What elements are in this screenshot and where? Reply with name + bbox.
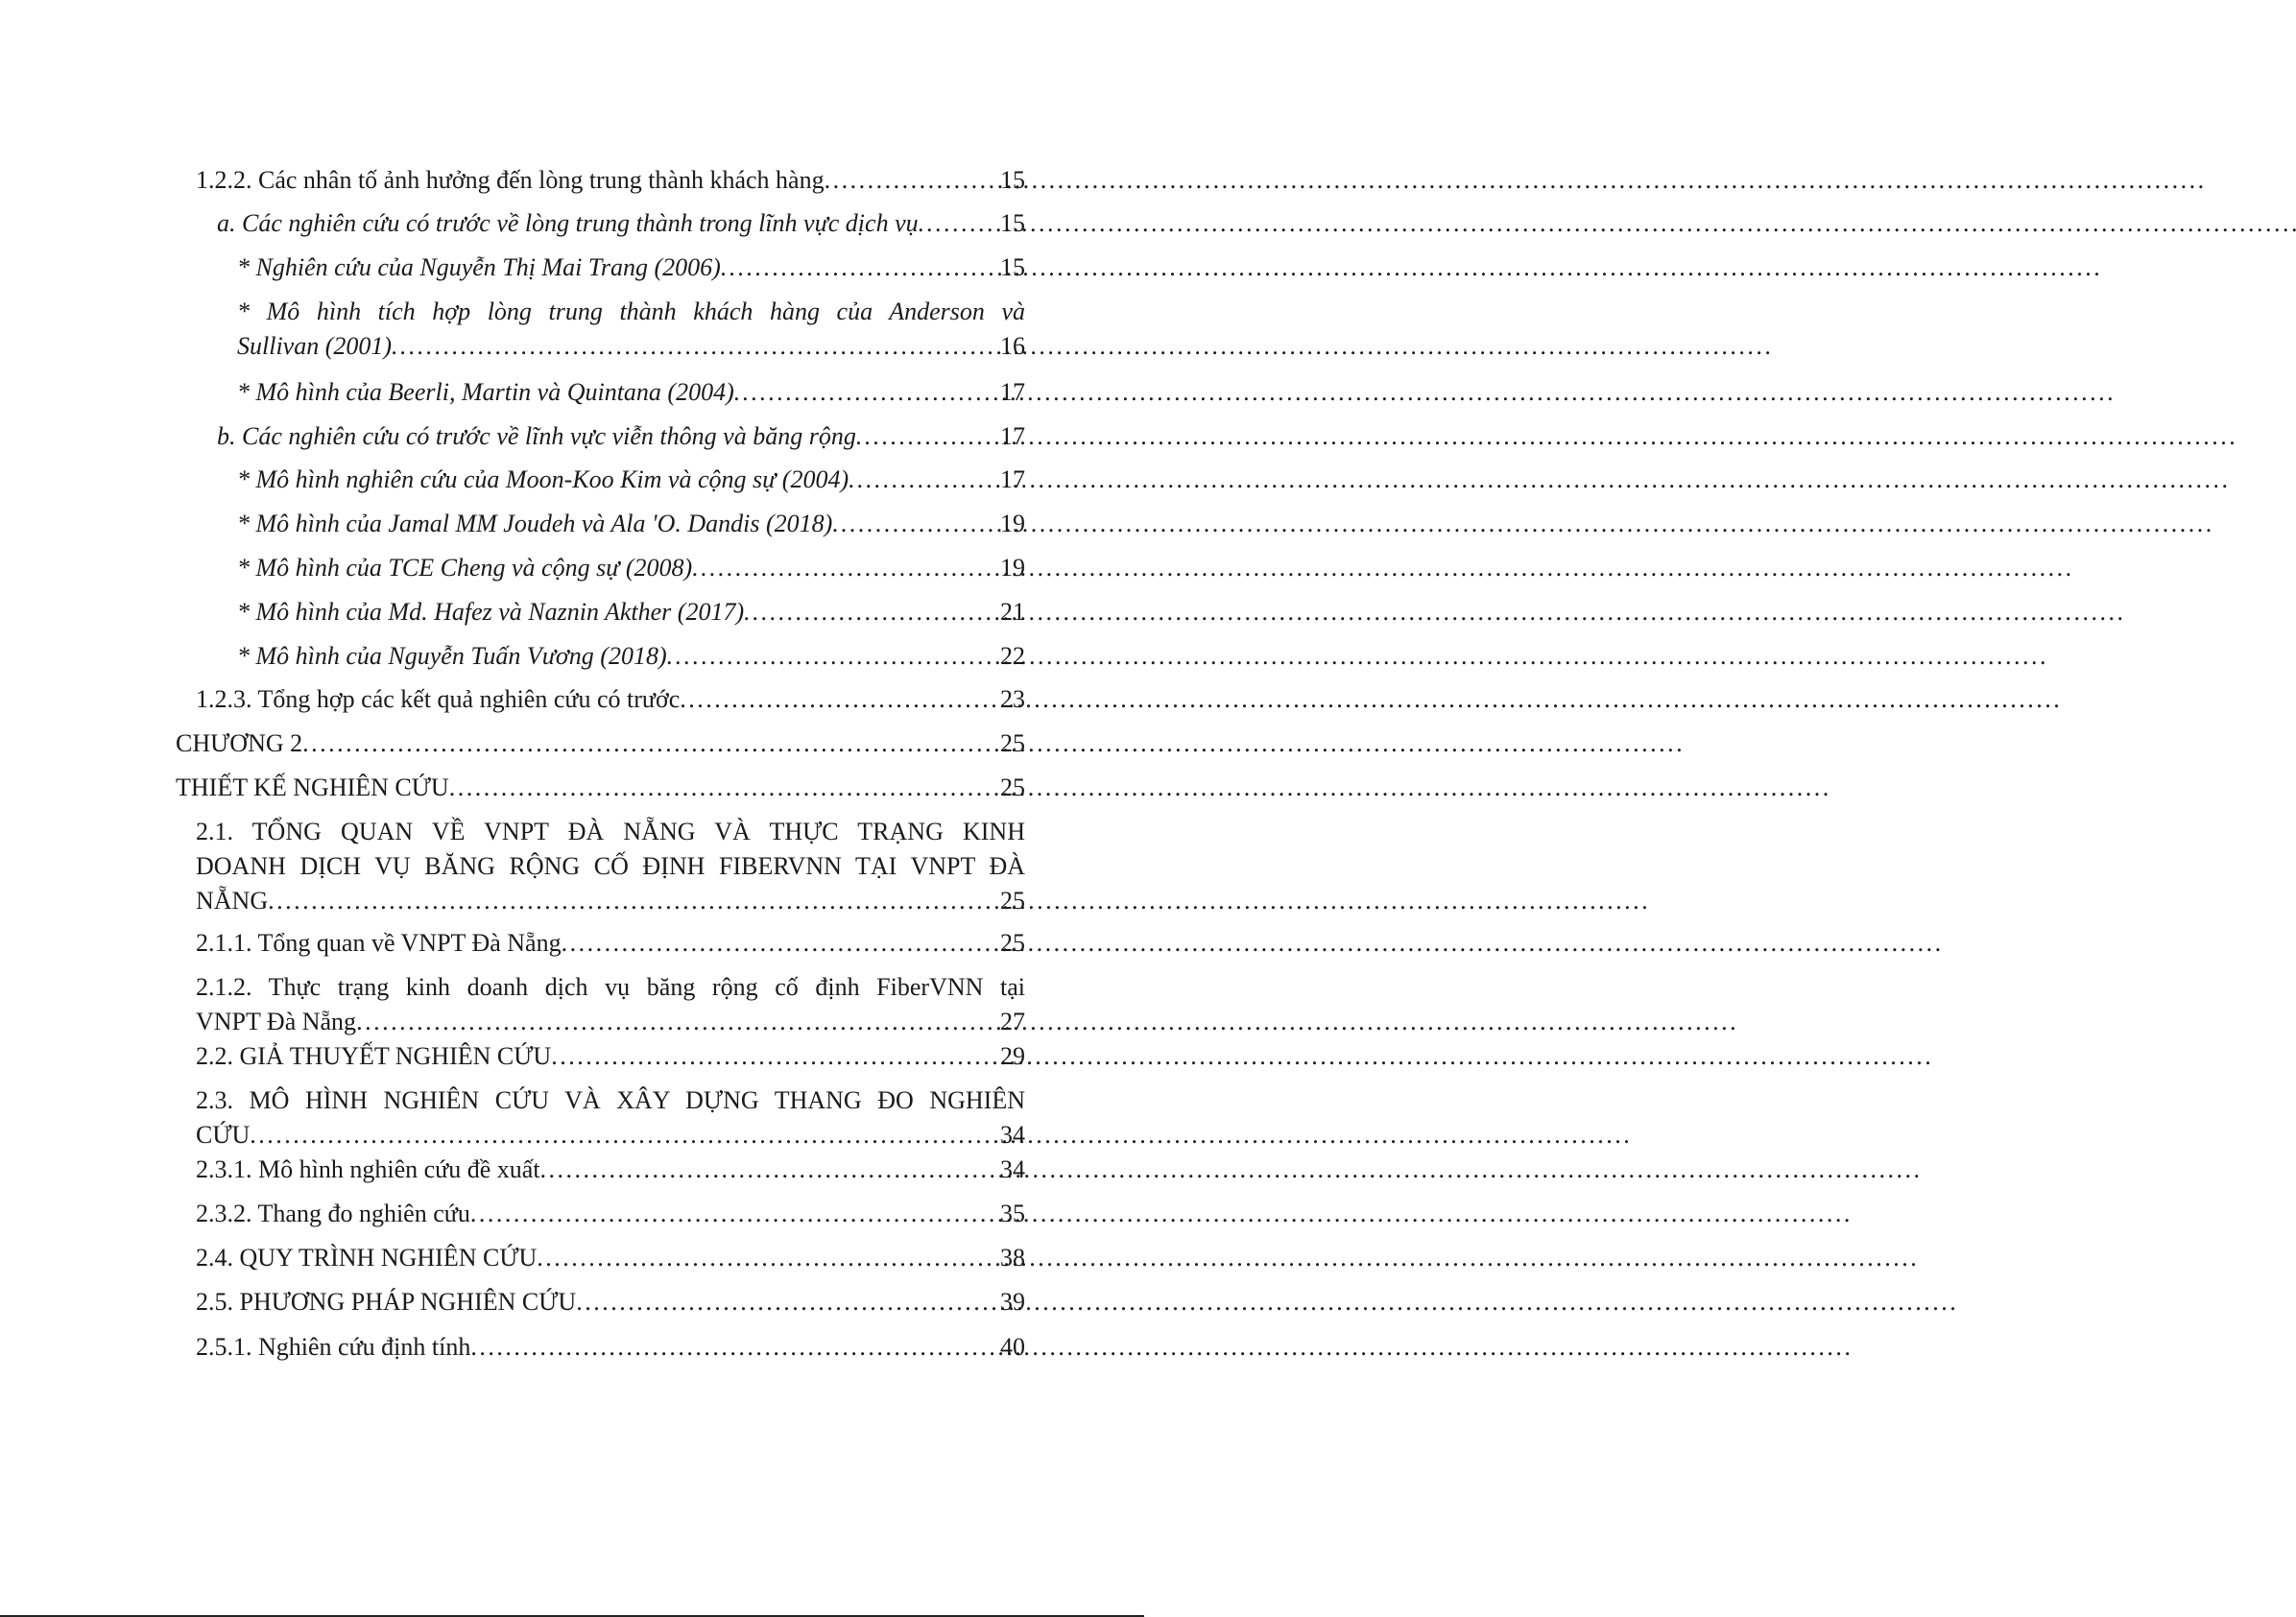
toc-page-number: 15 <box>1000 209 1025 237</box>
table-of-contents <box>0 0 1144 1617</box>
toc-entry-title: * Mô hình của TCE Cheng và cộng sự (2008) <box>237 554 693 582</box>
dot-leader <box>576 1285 996 1320</box>
dot-leader <box>537 1241 996 1275</box>
toc-entry[interactable] <box>196 1285 1025 1320</box>
toc-page-number: 25 <box>1000 887 1025 915</box>
dot-leader <box>680 682 996 717</box>
toc-entry[interactable] <box>196 1197 1025 1231</box>
toc-entry-title: 2.4. QUY TRÌNH NGHIÊN CỨU <box>196 1244 538 1272</box>
toc-entry-title: a. Các nghiên cứu có trước về lòng trung thành trong lĩnh vực dịch vụ <box>217 209 919 237</box>
toc-entry-title: 2.3.1. Mô hình nghiên cứu đề xuất <box>196 1155 540 1183</box>
toc-page-number: 27 <box>1000 1008 1025 1035</box>
dot-leader <box>470 1197 996 1231</box>
toc-entry[interactable] <box>237 375 1025 410</box>
toc-entry[interactable] <box>196 1039 1025 1074</box>
dot-leader <box>268 884 996 918</box>
toc-entry[interactable] <box>237 463 1025 497</box>
toc-entry-title: b. Các nghiên cứu có trước về lĩnh vực viễn thông và băng rộng <box>217 422 856 450</box>
toc-page-number: 35 <box>1000 1200 1025 1227</box>
dot-leader <box>849 463 996 497</box>
toc-entry-title: 2.2. GIẢ THUYẾT NGHIÊN CỨU <box>196 1042 552 1070</box>
toc-page-number: 15 <box>1000 166 1025 194</box>
dot-leader <box>562 926 996 961</box>
toc-page-number: 16 <box>1000 332 1025 360</box>
dot-leader <box>856 419 996 454</box>
dot-leader <box>392 329 996 364</box>
dot-leader <box>721 250 996 285</box>
toc-entry-title: 2.1.1. Tổng quan về VNPT Đà Nẵng <box>196 929 562 957</box>
toc-entry-title: 2.5.1. Nghiên cứu định tính <box>196 1333 471 1361</box>
toc-entry[interactable] <box>237 507 1025 541</box>
toc-entry-title: 1.2.3. Tổng hợp các kết quả nghiên cứu có trước <box>196 685 681 713</box>
toc-page-number: 17 <box>1000 378 1025 406</box>
toc-entry[interactable] <box>196 682 1025 717</box>
toc-page-number: 23 <box>1000 685 1025 713</box>
toc-entry[interactable] <box>196 163 1025 198</box>
toc-page-number: 29 <box>1000 1042 1025 1070</box>
toc-entry[interactable] <box>196 1330 1025 1365</box>
dot-leader <box>449 771 996 805</box>
toc-entry-title-line: 2.1.2. Thực trạng kinh doanh dịch vụ băng rộng cố định FiberVNN tại <box>196 973 1025 1001</box>
dot-leader <box>250 1118 996 1153</box>
toc-entry[interactable] <box>196 970 1025 1039</box>
dot-leader <box>667 639 996 674</box>
toc-page-number: 40 <box>1000 1333 1025 1361</box>
toc-entry-title: NẴNG <box>196 887 269 915</box>
toc-entry-title: CỨU <box>196 1121 251 1149</box>
toc-page-number: 34 <box>1000 1155 1025 1183</box>
toc-entry[interactable] <box>237 250 1025 285</box>
dot-leader <box>919 206 996 241</box>
toc-entry[interactable] <box>237 639 1025 674</box>
toc-entry-title-line: DOANH DỊCH VỤ BĂNG RỘNG CỐ ĐỊNH FIBERVNN TẠI VNPT ĐÀ <box>196 852 1025 880</box>
dot-leader <box>302 726 996 761</box>
toc-entry-title: * Mô hình nghiên cứu của Moon-Koo Kim và cộng sự (2004) <box>237 465 849 493</box>
toc-entry[interactable] <box>196 1241 1025 1275</box>
toc-entry-title-line: 2.3. MÔ HÌNH NGHIÊN CỨU VÀ XÂY DỰNG THANG ĐO NGHIÊN <box>196 1086 1025 1114</box>
toc-entry-title: CHƯƠNG 2 <box>176 729 303 757</box>
toc-page-number: 34 <box>1000 1121 1025 1149</box>
toc-page-number: 25 <box>1000 729 1025 757</box>
toc-page-number: 38 <box>1000 1244 1025 1272</box>
toc-entry[interactable] <box>217 206 1025 241</box>
dot-leader <box>356 1005 996 1039</box>
toc-entry-title: 2.3.2. Thang đo nghiên cứu <box>196 1200 470 1227</box>
toc-entry-title-line: * Mô hình tích hợp lòng trung thành khách hàng của Anderson và <box>237 297 1025 325</box>
toc-page-number: 17 <box>1000 465 1025 493</box>
toc-entry-title: * Mô hình của Nguyễn Tuấn Vương (2018) <box>237 642 667 670</box>
toc-entry[interactable] <box>217 419 1025 454</box>
toc-page-number: 39 <box>1000 1288 1025 1316</box>
toc-page-number: 22 <box>1000 642 1025 670</box>
dot-leader <box>825 163 996 198</box>
toc-entry-title: * Mô hình của Md. Hafez và Naznin Akther (2017) <box>237 598 745 626</box>
toc-entry-title: * Nghiên cứu của Nguyễn Thị Mai Trang (2006) <box>237 253 721 281</box>
toc-entry[interactable] <box>176 771 1025 805</box>
toc-entry[interactable] <box>196 1153 1025 1187</box>
toc-entry[interactable] <box>237 295 1025 364</box>
dot-leader <box>551 1039 996 1074</box>
toc-entry-title: * Mô hình của Jamal MM Joudeh và Ala 'O. Dandis (2018) <box>237 510 833 537</box>
toc-entry-title: VNPT Đà Nẵng <box>196 1008 357 1035</box>
dot-leader <box>832 507 996 541</box>
dot-leader <box>744 595 996 630</box>
toc-page-number: 17 <box>1000 422 1025 450</box>
toc-entry-title: 2.5. PHƯƠNG PHÁP NGHIÊN CỨU <box>196 1288 577 1316</box>
toc-page-number: 25 <box>1000 773 1025 801</box>
toc-entry-title: * Mô hình của Beerli, Martin và Quintana (2004) <box>237 378 734 406</box>
dot-leader <box>692 551 996 585</box>
dot-leader <box>470 1330 996 1365</box>
toc-page-number: 25 <box>1000 929 1025 957</box>
toc-page-number: 15 <box>1000 253 1025 281</box>
dot-leader <box>540 1153 996 1187</box>
toc-entry-title-line: 2.1. TỔNG QUAN VỀ VNPT ĐÀ NẴNG VÀ THỰC TRẠNG KINH <box>196 818 1025 845</box>
toc-entry-title: THIẾT KẾ NGHIÊN CỨU <box>176 773 449 801</box>
dot-leader <box>734 375 996 410</box>
toc-entry[interactable] <box>237 551 1025 585</box>
toc-entry[interactable] <box>237 595 1025 630</box>
toc-entry-title: 1.2.2. Các nhân tố ảnh hưởng đến lòng trung thành khách hàng <box>196 166 825 194</box>
toc-entry[interactable] <box>176 726 1025 761</box>
toc-page-number: 19 <box>1000 510 1025 537</box>
toc-page-number: 19 <box>1000 554 1025 582</box>
toc-page-number: 21 <box>1000 598 1025 626</box>
toc-entry-title: Sullivan (2001) <box>237 332 393 360</box>
toc-entry[interactable] <box>196 926 1025 961</box>
toc-entry[interactable] <box>196 1083 1025 1153</box>
toc-entry[interactable] <box>196 815 1025 918</box>
